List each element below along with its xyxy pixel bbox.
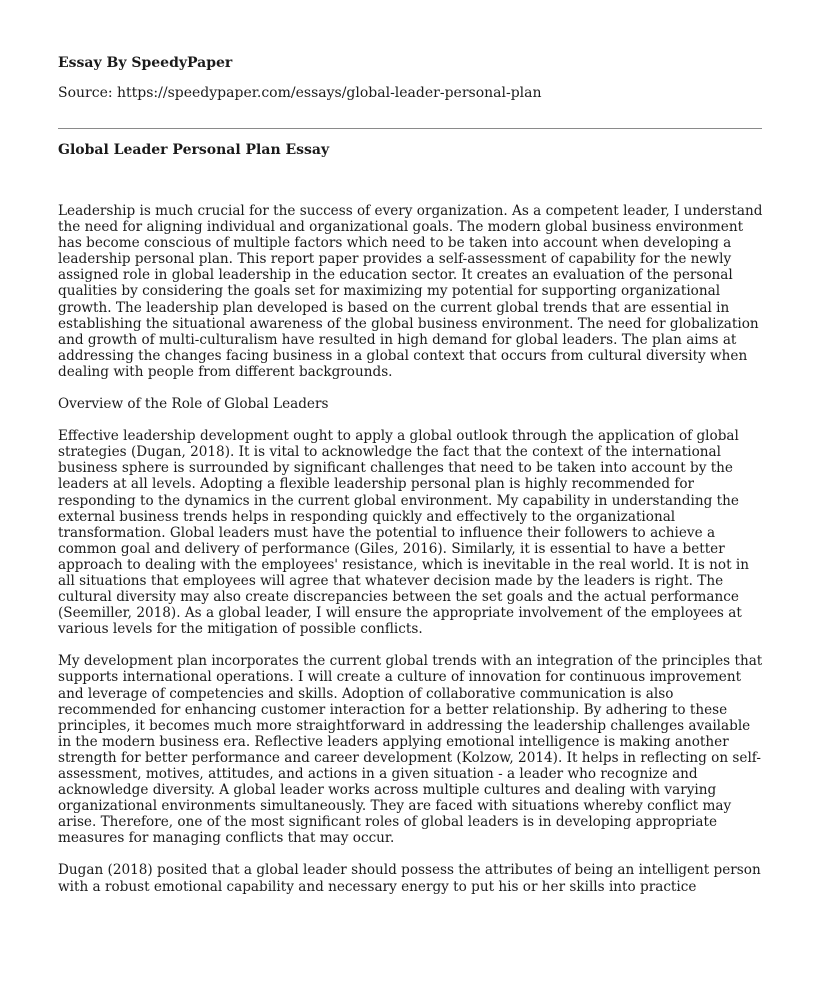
brand-label: Essay By SpeedyPaper <box>58 55 233 71</box>
essay-title: Global Leader Personal Plan Essay <box>58 142 330 158</box>
paragraph-intro: Leadership is much crucial for the success of every organization. As a competent leader, I understand the need for aligning individual and organizational goals. The modern global business environment has become conscious of multiple factors which need to be taken into account when developing a leadership personal plan. This report paper provides a self-assessment of capability for the newly assigned role in global leadership in the education sector. It creates an evaluation of the personal qualities by considering the goals set for maximizing my potential for supporting organizational growth. The leadership plan developed is based on the current global trends that are essential in establishing the situational awareness of the global business environment. The need for globalization and growth of multi-culturalism have resulted in high demand for global leaders. The plan aims at addressing the changes facing business in a global context that occurs from cultural diversity when dealing with people from different backgrounds. <box>58 203 763 380</box>
paragraph-development-plan: My development plan incorporates the current global trends with an integration of the principles that supports international operations. I will create a culture of innovation for continuous improvement and leverage of competencies and skills. Adoption of collaborative communication is also recommended for enhancing customer interaction for a better relationship. By adhering to these principles, it becomes much more straightforward in addressing the leadership challenges available in the modern business era. Reflective leaders applying emotional intelligence is making another strength for better performance and career development (Kolzow, 2014). It helps in reflecting on self-assessment, motives, attitudes, and actions in a given situation - a leader who recognize and acknowledge diversity. A global leader works across multiple cultures and dealing with varying organizational environments simultaneously. They are faced with situations whereby conflict may arise. Therefore, one of the most significant roles of global leaders is in developing appropriate measures for managing conflicts that may occur. <box>58 653 763 847</box>
paragraph-overview: Effective leadership development ought to apply a global outlook through the application of global strategies (Dugan, 2018). It is vital to acknowledge the fact that the context of the international business sphere is surrounded by significant challenges that need to be taken into account by the leaders at all levels. Adopting a flexible leadership personal plan is highly recommended for responding to the dynamics in the current global environment. My capability in understanding the external business trends helps in responding quickly and effectively to the organizational transformation. Global leaders must have the potential to influence their followers to achieve a common goal and delivery of performance (Giles, 2016). Similarly, it is essential to have a better approach to dealing with the employees' resistance, which is inevitable in the real world. It is not in all situations that employees will agree that whatever decision made by the leaders is right. The cultural diversity may also create discrepancies between the set goals and the actual performance (Seemiller, 2018). As a global leader, I will ensure the appropriate involvement of the employees at various levels for the mitigation of possible conflicts. <box>58 428 750 638</box>
paragraph-dugan: Dugan (2018) posited that a global leader should possess the attributes of being an intelligent person with a robust emotional capability and necessary energy to put his or her skills into practice <box>58 862 761 895</box>
essay-body <box>58 203 764 911</box>
header-divider <box>58 128 762 129</box>
source-line: Source: https://speedypaper.com/essays/global-leader-personal-plan <box>58 85 542 101</box>
section-heading: Overview of the Role of Global Leaders <box>58 396 329 413</box>
